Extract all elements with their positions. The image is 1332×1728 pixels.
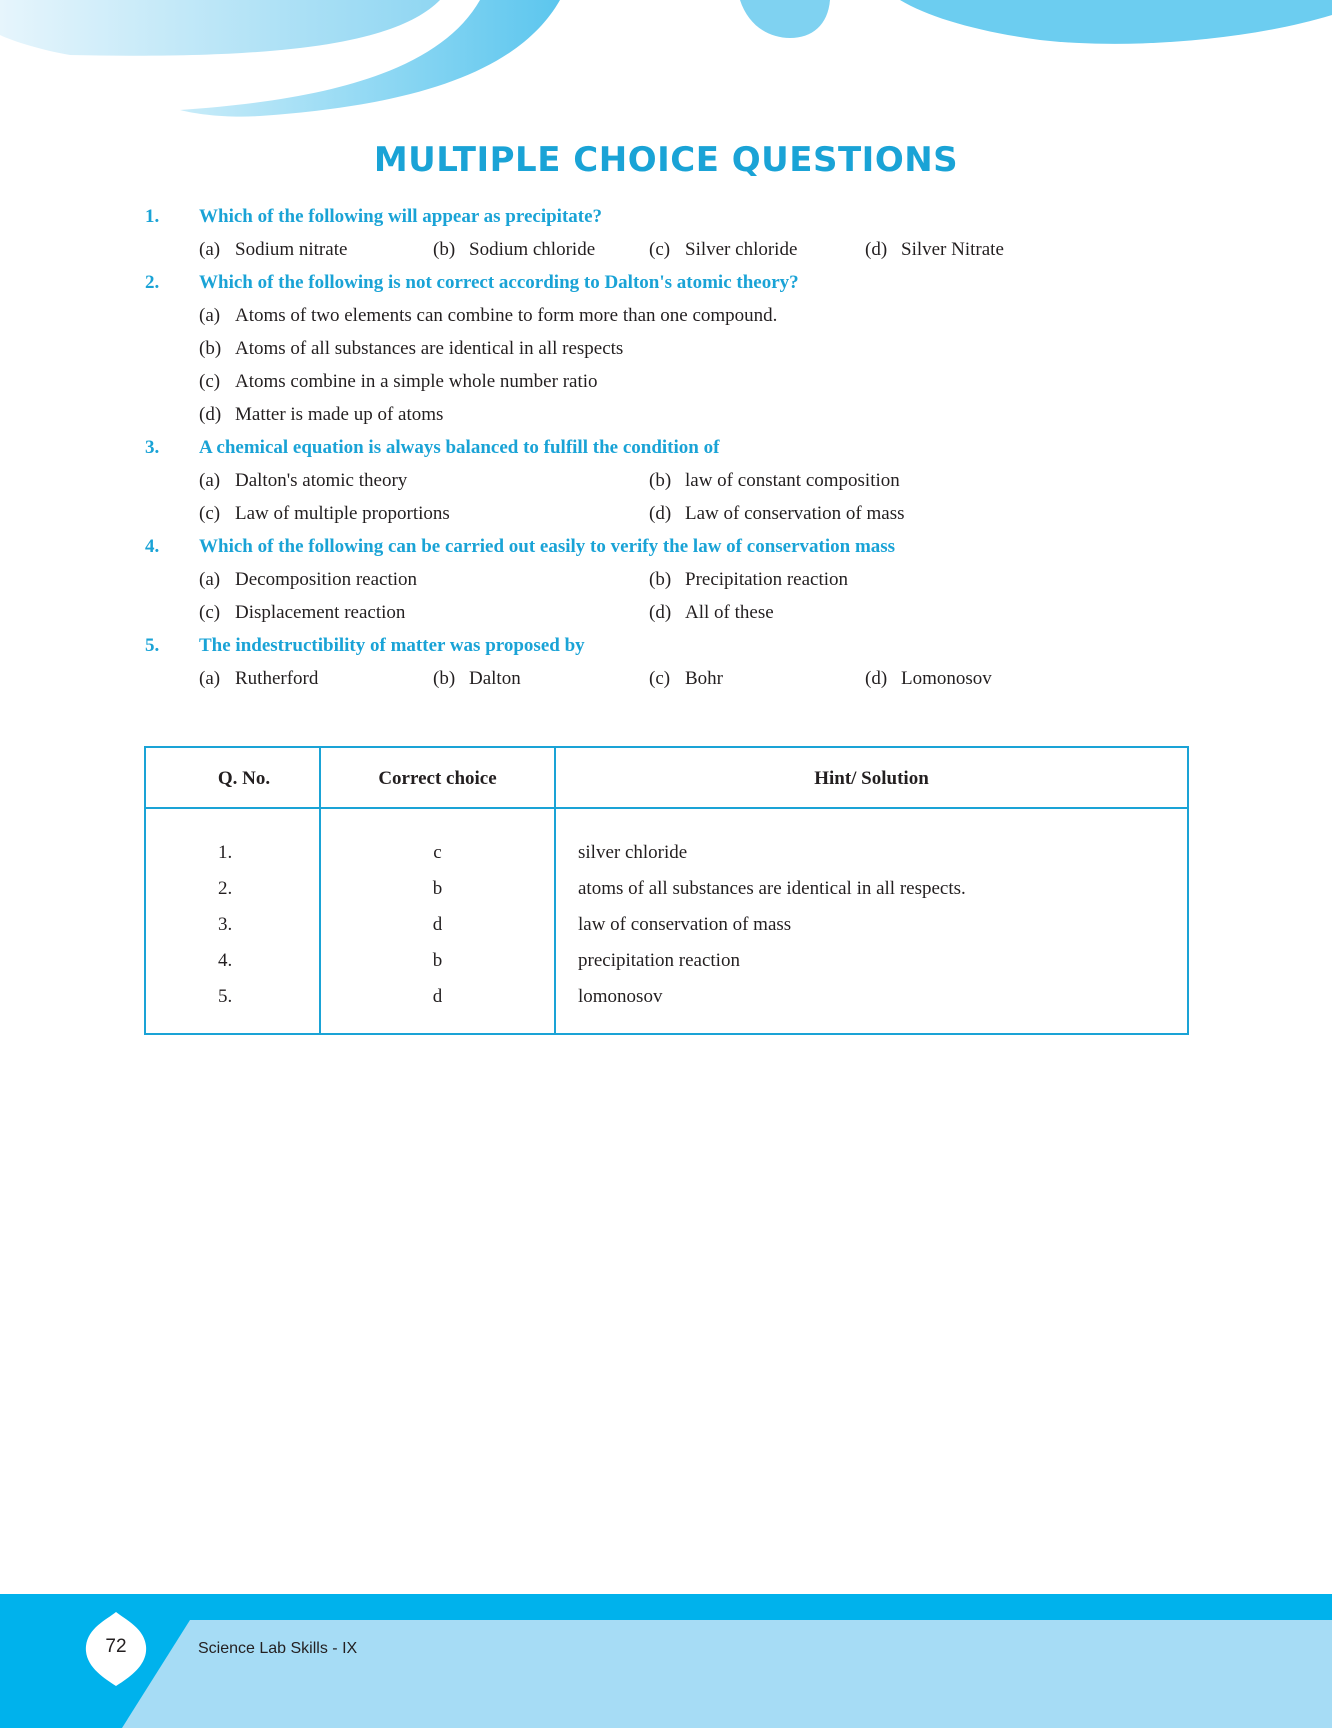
book-title: Science Lab Skills - IX xyxy=(198,1640,358,1657)
question-2 xyxy=(0,272,1332,302)
option-5b: (b) Dalton xyxy=(433,668,521,689)
question-3 xyxy=(0,437,1332,467)
question-text: A chemical equation is always balanced to fulfill the condition of xyxy=(199,437,720,458)
row-2-qno: 2. xyxy=(218,878,233,899)
question-text: Which of the following can be carried out easily to verify the law of conservation mass xyxy=(199,536,896,557)
option-2a: (a) Atoms of two elements can combine to form more than one compound. xyxy=(199,305,778,326)
row-3-qno: 3. xyxy=(218,914,233,935)
option-4b: (b) Precipitation reaction xyxy=(649,569,849,590)
question-number: 3. xyxy=(145,437,160,458)
row-2-choice: b xyxy=(432,878,443,899)
question-number: 4. xyxy=(145,536,160,557)
option-1d: (d) Silver Nitrate xyxy=(865,239,1004,260)
question-text: Which of the following is not correct according to Dalton's atomic theory? xyxy=(199,272,799,293)
row-4-choice: b xyxy=(432,950,443,971)
question-number: 5. xyxy=(145,635,160,656)
option-1c: (c) Silver chloride xyxy=(649,239,798,260)
option-5a: (a) Rutherford xyxy=(199,668,319,689)
option-4d: (d) All of these xyxy=(649,602,774,623)
header-choice: Correct choice xyxy=(378,768,497,789)
footer-band xyxy=(0,1594,1332,1728)
row-1-choice: c xyxy=(433,842,442,863)
question-1 xyxy=(0,206,1332,236)
option-1a: (a) Sodium nitrate xyxy=(199,239,348,260)
header-decoration xyxy=(0,0,1332,130)
page-title: MULTIPLE CHOICE QUESTIONS xyxy=(373,140,959,180)
row-2-hint: atoms of all substances are identical in all respects. xyxy=(578,878,966,899)
question-number: 1. xyxy=(145,206,160,227)
answer-table xyxy=(144,746,1189,1035)
row-5-choice: d xyxy=(432,986,443,1007)
question-4 xyxy=(0,536,1332,566)
row-5-hint: lomonosov xyxy=(578,986,663,1007)
option-4c: (c) Displacement reaction xyxy=(199,602,406,623)
option-2c: (c) Atoms combine in a simple whole number ratio xyxy=(199,371,598,392)
option-1b: (b) Sodium chloride xyxy=(433,239,596,260)
row-3-choice: d xyxy=(432,914,443,935)
option-3a: (a) Dalton's atomic theory xyxy=(199,470,408,491)
header-qno: Q. No. xyxy=(217,768,271,789)
header-hint: Hint/ Solution xyxy=(814,768,929,789)
row-5-qno: 5. xyxy=(218,986,233,1007)
option-2b: (b) Atoms of all substances are identical in all respects xyxy=(199,338,624,359)
row-4-qno: 4. xyxy=(218,950,233,971)
option-2d: (d) Matter is made up of atoms xyxy=(199,404,444,425)
row-4-hint: precipitation reaction xyxy=(578,950,740,971)
row-1-qno: 1. xyxy=(218,842,233,863)
option-5d: (d) Lomonosov xyxy=(865,668,992,689)
row-1-hint: silver chloride xyxy=(578,842,688,863)
question-number: 2. xyxy=(145,272,160,293)
question-text: The indestructibility of matter was proposed by xyxy=(199,635,585,656)
option-3c: (c) Law of multiple proportions xyxy=(199,503,450,524)
option-3b: (b) law of constant composition xyxy=(649,470,900,491)
page-number: 72 xyxy=(105,1636,127,1657)
row-3-hint: law of conservation of mass xyxy=(578,914,792,935)
question-5 xyxy=(0,635,1332,665)
option-3d: (d) Law of conservation of mass xyxy=(649,503,905,524)
option-5c: (c) Bohr xyxy=(649,668,723,689)
option-4a: (a) Decomposition reaction xyxy=(199,569,418,590)
question-text: Which of the following will appear as precipitate? xyxy=(199,206,603,227)
